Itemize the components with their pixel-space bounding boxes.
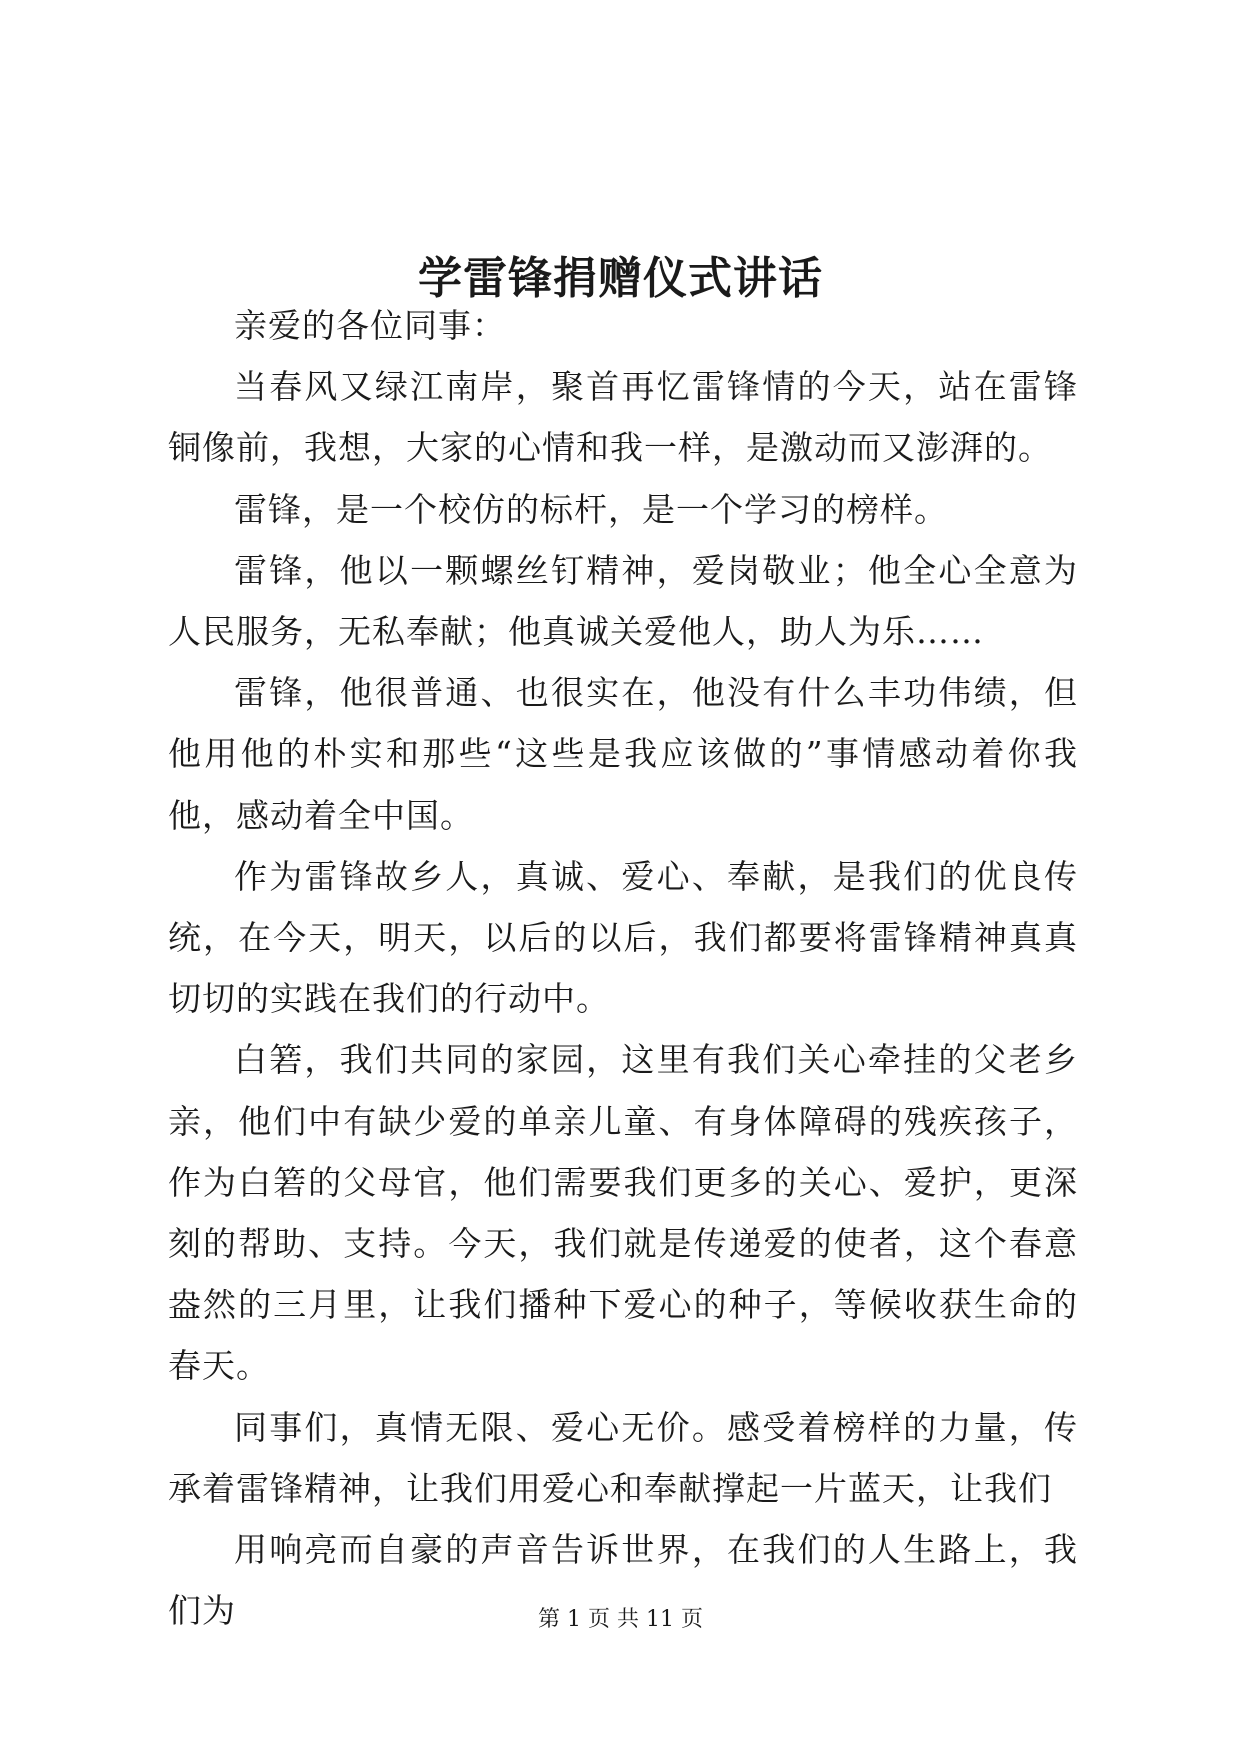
paragraph-greeting: 亲爱的各位同事：	[234, 306, 506, 345]
page-number-footer: 第 1 页 共 11 页	[538, 1607, 703, 1632]
paragraph: 雷锋，是一个校仿的标杆，是一个学习的榜样。	[234, 489, 948, 529]
document-body	[168, 295, 1078, 1641]
paragraph: 当春风又绿江南岸，聚首再忆雷锋情的今天，站在雷锋铜像前，我想，大家的心情和我一样，是激动而又澎湃的。	[168, 367, 1078, 468]
paragraph: 白箬，我们共同的家园，这里有我们关心牵挂的父老乡亲，他们中有缺少爱的单亲儿童、有身体障碍的残疾孩子，作为白箬的父母官，他们需要我们更多的关心、爱护，更深刻的帮助、支持。今天，我们就是传递爱的使者，这个春意盎然的三月里，让我们播种下爱心的种子，等候收获生命的春天。	[168, 1040, 1078, 1386]
paragraph: 雷锋，他以一颗螺丝钉精神，爱岗敬业；他全心全意为人民服务，无私奉献；他真诚关爱他人，助人为乐……	[168, 550, 1078, 652]
paragraph: 雷锋，他很普通、也很实在，他没有什么丰功伟绩，但他用他的朴实和那些“这些是我应该做的”事情感动着你我他，感动着全中国。	[168, 673, 1078, 835]
document-title: 学雷锋捐赠仪式讲话	[418, 253, 823, 305]
paragraph: 作为雷锋故乡人，真诚、爱心、奉献，是我们的优良传统，在今天，明天，以后的以后，我们都要将雷锋精神真真切切的实践在我们的行动中。	[168, 856, 1078, 1019]
paragraph: 用响亮而自豪的声音告诉世界，在我们的人生路上，我们为	[168, 1530, 1078, 1631]
paragraph: 同事们，真情无限、爱心无价。感受着榜样的力量，传承着雷锋精神，让我们用爱心和奉献撑起一片蓝天，让我们	[168, 1407, 1078, 1508]
